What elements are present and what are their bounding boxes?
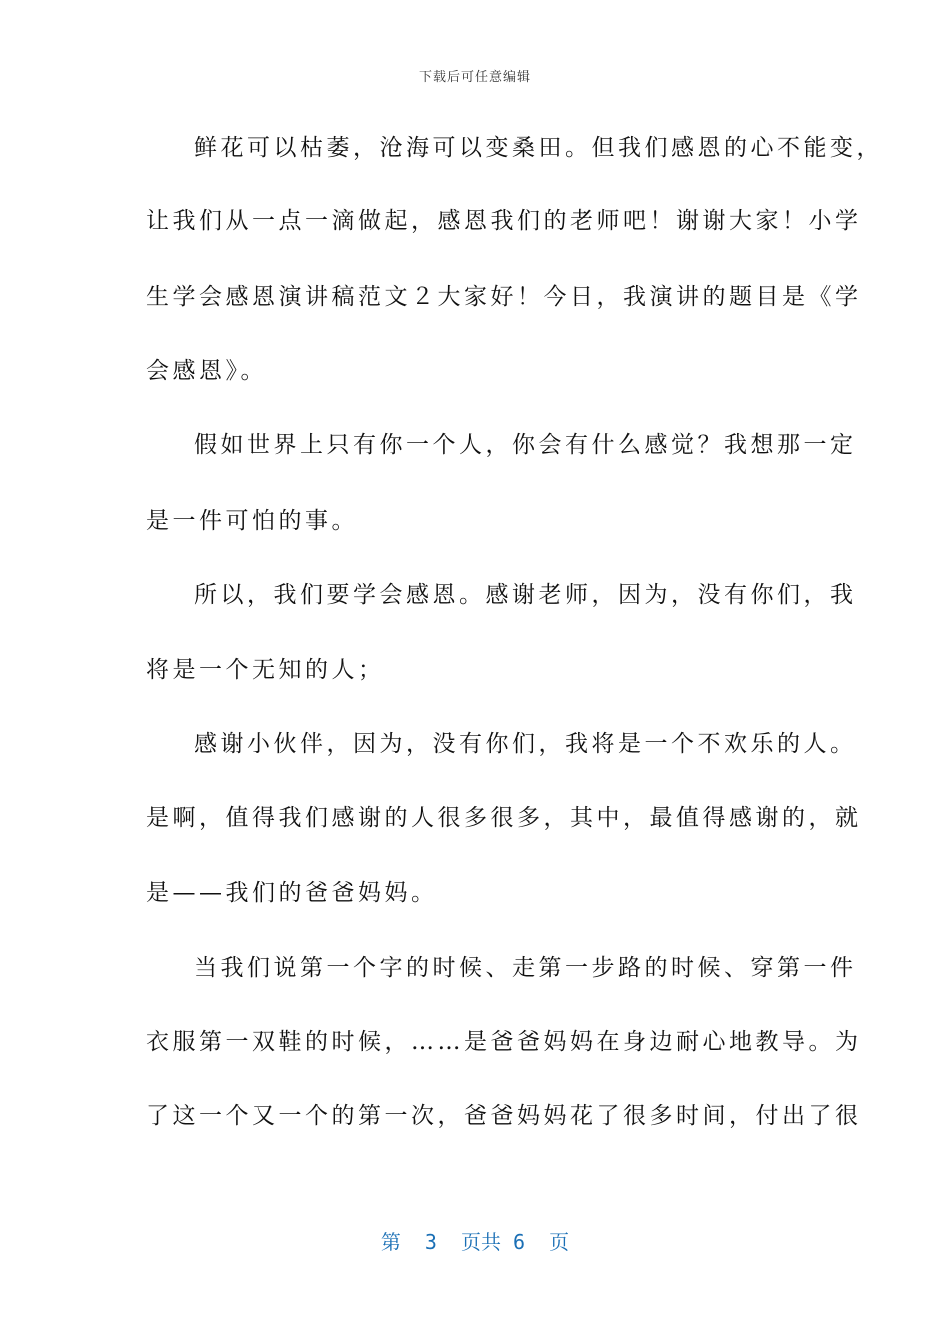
text-line-4: 会感恩》。 bbox=[146, 358, 267, 384]
text-line-6: 是一件可怕的事。 bbox=[146, 508, 358, 534]
page-footer: 第 3 页共 6 页 bbox=[380, 1230, 570, 1254]
text-line-7: 所以，我们要学会感恩。感谢老师，因为，没有你们，我 bbox=[194, 582, 857, 608]
text-line-14: 了这一个又一个的第一次，爸爸妈妈花了很多时间，付出了很 bbox=[146, 1103, 862, 1129]
text-line-9: 感谢小伙伴，因为，没有你们，我将是一个不欢乐的人。 bbox=[194, 731, 857, 757]
header-note: 下载后可任意编辑 bbox=[418, 70, 531, 85]
text-line-12: 当我们说第一个字的时候、走第一步路的时候、穿第一件 bbox=[194, 955, 857, 981]
text-line-3: 生学会感恩演讲稿范文２大家好！今日，我演讲的题目是《学 bbox=[146, 284, 862, 310]
text-line-10: 是啊，值得我们感谢的人很多很多，其中，最值得感谢的，就 bbox=[146, 805, 862, 831]
text-line-2: 让我们从一点一滴做起，感恩我们的老师吧！谢谢大家！小学 bbox=[146, 208, 862, 234]
text-line-11: 是——我们的爸爸妈妈。 bbox=[146, 880, 438, 906]
text-line-1: 鲜花可以枯萎，沧海可以变桑田。但我们感恩的心不能变， bbox=[194, 135, 883, 161]
text-line-13: 衣服第一双鞋的时候，……是爸爸妈妈在身边耐心地教导。为 bbox=[146, 1029, 862, 1055]
text-line-8: 将是一个无知的人； bbox=[146, 657, 385, 683]
text-line-5: 假如世界上只有你一个人，你会有什么感觉？我想那一定 bbox=[194, 432, 857, 458]
